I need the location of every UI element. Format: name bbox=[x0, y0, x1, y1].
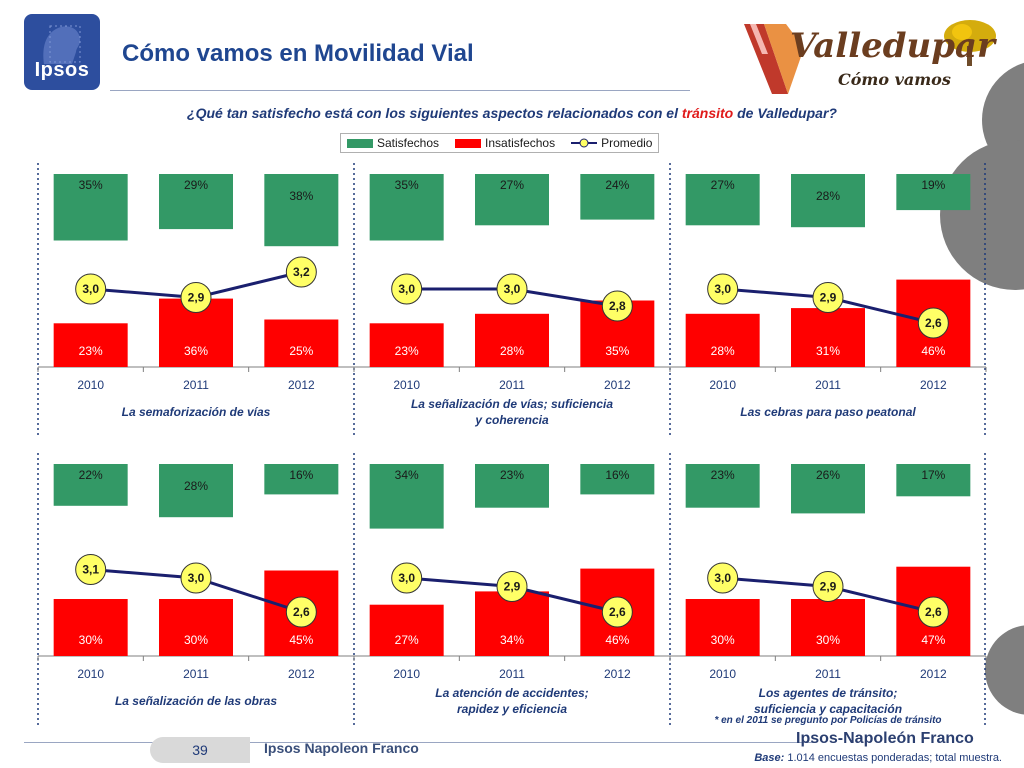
chart-6-average-label-2010: 3,0 bbox=[714, 571, 732, 585]
chart-4-average-label-2010: 3,1 bbox=[82, 562, 100, 577]
chart-4-year-label-2010: 2010 bbox=[77, 667, 105, 681]
chart-2-dissatisfied-bar-2011 bbox=[475, 314, 549, 367]
chart-4-year-label-2012: 2012 bbox=[287, 667, 315, 681]
chart-3-dissatisfied-bar-2010 bbox=[686, 314, 760, 367]
chart-3-average-label-2010: 3,0 bbox=[714, 282, 732, 296]
legend-label-satisfied: Satisfechos bbox=[377, 136, 440, 150]
ipsos-logo-text: Ipsos bbox=[34, 59, 90, 81]
question-text-start: ¿Qué tan satisfecho está con los siguientes aspectos relacionados con el bbox=[187, 105, 682, 121]
chart-4-satisfied-label-2010: 22% bbox=[78, 468, 103, 482]
chart-3-dissatisfied-bar-2011 bbox=[791, 308, 865, 367]
page-title: Cómo vamos en Movilidad Vial bbox=[122, 40, 474, 67]
chart-1-satisfied-bar-2012 bbox=[264, 174, 338, 246]
chart-6-dissatisfied-bar-2010 bbox=[686, 599, 760, 656]
chart-6-satisfied-label-2012: 17% bbox=[921, 468, 946, 482]
chart-5-year-label-2012: 2012 bbox=[603, 667, 631, 681]
chart-1-satisfied-label-2012: 38% bbox=[289, 189, 314, 203]
chart-5-average-label-2010: 3,0 bbox=[398, 571, 416, 585]
chart-2-dissatisfied-label-2012: 35% bbox=[605, 344, 630, 358]
chart-6-year-label-2010: 2010 bbox=[709, 667, 737, 681]
chart-5-dissatisfied-label-2010: 27% bbox=[394, 633, 419, 647]
question-highlight: tránsito bbox=[681, 105, 734, 121]
sample-base-label: Base: bbox=[754, 752, 785, 764]
chart-4-year-label-2011: 2011 bbox=[183, 667, 209, 681]
chart-3-satisfied-label-2011: 28% bbox=[815, 189, 841, 203]
chart-6-satisfied-label-2010: 23% bbox=[710, 468, 735, 482]
valledupar-logo-subtitle: Cómo vamos bbox=[838, 70, 951, 89]
chart-1-average-label-2010: 3,0 bbox=[82, 282, 100, 296]
chart-3-satisfied-label-2010: 27% bbox=[710, 178, 735, 192]
chart-5-dissatisfied-label-2011: 34% bbox=[499, 633, 525, 647]
chart-5-satisfied-label-2010: 34% bbox=[394, 468, 419, 482]
chart-5-average-label-2011: 2,9 bbox=[503, 579, 521, 594]
chart-6-year-label-2011: 2011 bbox=[815, 667, 841, 681]
chart-3-year-label-2011: 2011 bbox=[815, 378, 841, 392]
chart-5-satisfied-label-2012: 16% bbox=[605, 468, 630, 482]
chart-1-dissatisfied-label-2012: 25% bbox=[289, 344, 314, 358]
chart-2-dissatisfied-label-2010: 23% bbox=[394, 344, 419, 358]
chart-6-dissatisfied-label-2011: 30% bbox=[815, 633, 841, 647]
chart-3-year-label-2012: 2012 bbox=[919, 378, 947, 392]
chart-3-satisfied-label-2012: 19% bbox=[921, 178, 946, 192]
chart-4-title: La señalización de las obras bbox=[114, 694, 278, 708]
chart-2-title-line-2: y coherencia bbox=[475, 413, 549, 427]
page-number: 39 bbox=[150, 737, 250, 763]
chart-6-dissatisfied-bar-2011 bbox=[791, 599, 865, 656]
chart-1-average-label-2012: 3,2 bbox=[292, 265, 310, 279]
chart-1-title: La semaforización de vías bbox=[121, 405, 271, 419]
chart-5-year-label-2010: 2010 bbox=[393, 667, 421, 681]
chart-5-satisfied-label-2011: 23% bbox=[499, 468, 525, 482]
chart-4-dissatisfied-bar-2010 bbox=[54, 599, 128, 656]
chart-1-dissatisfied-label-2011: 36% bbox=[183, 344, 209, 358]
chart-2-year-label-2012: 2012 bbox=[603, 378, 631, 392]
chart-2-average-label-2012: 2,8 bbox=[608, 299, 626, 313]
chart-1-year-label-2011: 2011 bbox=[183, 378, 209, 392]
legend-label-dissatisfied: Insatisfechos bbox=[485, 136, 556, 150]
chart-6-year-label-2012: 2012 bbox=[919, 667, 947, 681]
chart-1-year-label-2012: 2012 bbox=[287, 378, 315, 392]
chart-4-average-label-2011: 3,0 bbox=[187, 571, 205, 585]
chart-2-year-label-2010: 2010 bbox=[393, 378, 421, 392]
chart-1-satisfied-label-2011: 29% bbox=[183, 178, 209, 192]
chart-6-satisfied-label-2011: 26% bbox=[815, 468, 841, 482]
chart-4-satisfied-label-2011: 28% bbox=[183, 479, 209, 493]
chart-3-dissatisfied-label-2011: 31% bbox=[815, 344, 841, 358]
question-text-end: de Valledupar? bbox=[733, 105, 837, 121]
chart-2-dissatisfied-label-2011: 28% bbox=[499, 344, 525, 358]
chart-2-satisfied-label-2010: 35% bbox=[394, 178, 419, 192]
chart-6-average-label-2012: 2,6 bbox=[924, 605, 942, 619]
chart-2-title-line-1: La señalización de vías; suficiencia bbox=[410, 397, 614, 411]
chart-4-average-label-2012: 2,6 bbox=[292, 605, 310, 619]
chart-2-satisfied-label-2011: 27% bbox=[499, 178, 525, 192]
chart-5-title-line-1: La atención de accidentes; bbox=[435, 686, 589, 700]
chart-6-title-line-2: suficiencia y capacitación bbox=[753, 702, 903, 716]
footer-brand-left: Ipsos Napoleon Franco bbox=[264, 740, 419, 756]
chart-4-dissatisfied-label-2011: 30% bbox=[183, 633, 209, 647]
chart-4-satisfied-label-2012: 16% bbox=[289, 468, 314, 482]
chart-4-dissatisfied-label-2010: 30% bbox=[78, 633, 103, 647]
footer-brand-right: Ipsos-Napoleón Franco bbox=[796, 730, 974, 747]
footer-divider bbox=[24, 742, 814, 743]
chart-1-satisfied-label-2010: 35% bbox=[78, 178, 103, 192]
chart-2-satisfied-label-2012: 24% bbox=[605, 178, 630, 192]
legend-label-average: Promedio bbox=[601, 136, 653, 150]
chart-6-title-line-1: Los agentes de tránsito; bbox=[758, 686, 898, 700]
chart-5-year-label-2011: 2011 bbox=[499, 667, 525, 681]
valledupar-logo-text: Valledupar bbox=[790, 26, 995, 66]
chart-3-average-label-2012: 2,6 bbox=[924, 316, 942, 330]
chart-5-title-line-2: rapidez y eficiencia bbox=[456, 702, 568, 716]
chart-6-average-label-2011: 2,9 bbox=[819, 579, 837, 594]
chart-3-dissatisfied-label-2012: 46% bbox=[921, 344, 946, 358]
chart-5-dissatisfied-bar-2010 bbox=[370, 605, 444, 656]
chart-1-dissatisfied-label-2010: 23% bbox=[78, 344, 103, 358]
sample-base-note bbox=[754, 752, 1002, 764]
chart-2-average-label-2010: 3,0 bbox=[398, 282, 416, 296]
chart-5-dissatisfied-label-2012: 46% bbox=[605, 633, 630, 647]
chart-3-dissatisfied-label-2010: 28% bbox=[710, 344, 735, 358]
chart-4-dissatisfied-label-2012: 45% bbox=[289, 633, 314, 647]
chart-2-year-label-2011: 2011 bbox=[499, 378, 525, 392]
chart-5-average-label-2012: 2,6 bbox=[608, 605, 626, 619]
chart-2-average-label-2011: 3,0 bbox=[503, 282, 521, 296]
chart-1-average-label-2011: 2,9 bbox=[187, 290, 205, 305]
chart-6-dissatisfied-label-2012: 47% bbox=[921, 633, 946, 647]
chart-3-average-label-2011: 2,9 bbox=[819, 290, 837, 305]
sample-base-text: 1.014 encuestas ponderadas; total muestra. bbox=[784, 752, 1002, 764]
chart-3-title: Las cebras para paso peatonal bbox=[740, 405, 916, 419]
chart-1-year-label-2010: 2010 bbox=[77, 378, 105, 392]
chart-3-year-label-2010: 2010 bbox=[709, 378, 737, 392]
chart-6-note: * en el 2011 se pregunto por Policías de tránsito bbox=[714, 715, 942, 726]
chart-4-dissatisfied-bar-2011 bbox=[159, 599, 233, 656]
chart-6-dissatisfied-label-2010: 30% bbox=[710, 633, 735, 647]
